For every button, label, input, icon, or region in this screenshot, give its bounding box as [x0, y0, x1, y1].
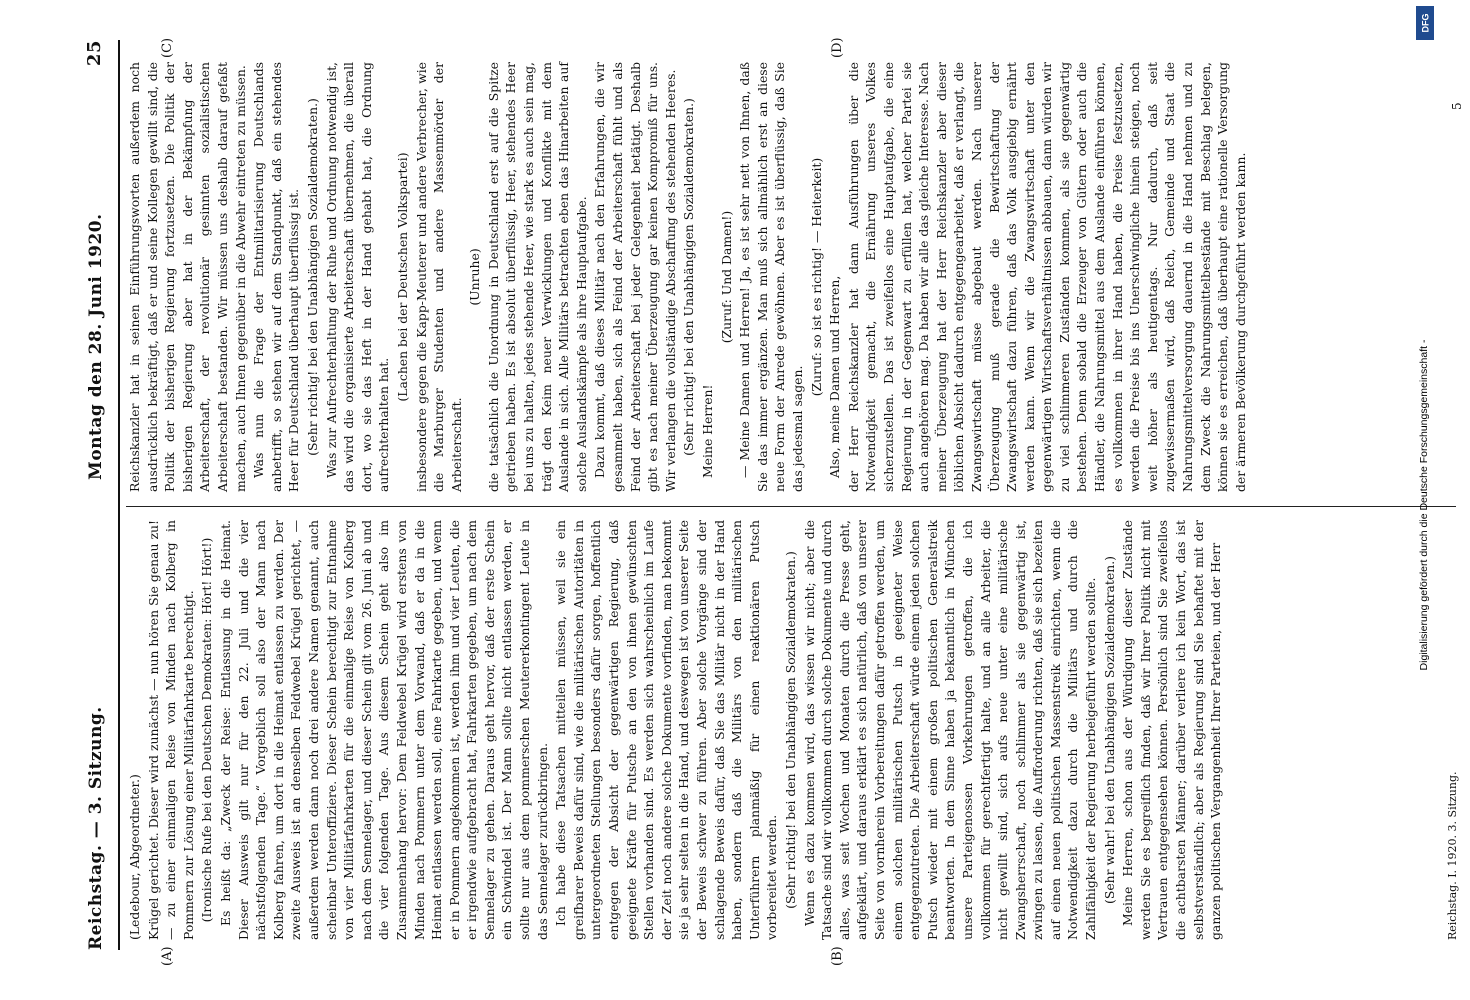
- column-right: [126, 62, 1250, 492]
- paragraph: Dazu kommt, daß dieses Militär nach den Erfahrungen, die wir gesammelt haben, sich als Feind der Arbeiterschaft fühlt und als Feind der Arbeiterschaft bei jeder Gelegenheit betätigt. Deshalb gibt es nach meiner Überzeugung gar keinen Kompromiß für uns. Wir verlangen die vollständige Abschaffung des stehenden Heeres.: [592, 62, 678, 492]
- interjection: (Ironische Rufe bei den Deutschen Demokraten: Hört! Hört!): [199, 537, 215, 923]
- page-footer: Reichstag. I. 1920. 3. Sitzung.: [1446, 771, 1459, 940]
- marker-c: (C): [160, 37, 175, 58]
- paragraph: Reichskanzler hat in seinen Einführungsworten außerdem noch ausdrücklich bekräftigt, daß er und seine Kollegen gewillt sind, die Politik der bisherigen Regierung fortzusetzen. Die Politik der bisherigen Regierung aber hat in der Bekämpfung der Arbeiterschaft, der revolutionär gesinnten sozialistischen Arbeiterschaft bestanden. Wir müssen uns deshalb darauf gefaßt machen, auch Ihnen gegenüber in die Abwehr eintreten zu müssen.: [127, 62, 248, 492]
- dfg-logo-text: DFG: [1420, 13, 1430, 33]
- paragraph: der Herr Reichskanzler hat dann Ausführungen über die Notwendigkeit gemacht, die Ernährung unseres Volkes sicherzustellen. Das ist zweifellos eine Hauptaufgabe, die eine Regierung in der Gegenwart zu erfüllen hat, welcher Partei sie auch angehören mag. Da haben wir alle das gleiche Interesse. Nach meiner Überzeugung hat der Herr Reichskanzler aber dieser löblichen Absicht dadurch entgegengearbeitet, daß er verlangt, die Zwangswirtschaft müsse abgebaut werden. Nach unserer Überzeugung muß gerade die Bewirtschaftung der Zwangswirtschaft dazu führen, daß das Volk ausgiebig ernährt werden kann. Wenn wir die Zwangswirtschaft unter den gegenwärtigen Wirtschaftsverhältnissen abbauen, dann würden wir zu viel schlimmeren Zuständen kommen, als sie gegenwärtig bestehen. Denn sobald die Erzeuger von Gütern oder auch die Händler, die Nahrungsmittel aus dem Auslande einführen können, es vollkommen in ihrer Hand haben, die Preise festzusetzen, werden die Preise bis ins Unerschwingliche hinein steigen, noch weit höher als heutigentags. Nur dadurch, daß seit zugewissermaßen wird, daß Reich, Gemeinde und Staat die Nahrungsmittelversorgung dauernd in die Hand nehmen und zu dem Zweck die Nahrungsmittelbestände mit Beschlag belegen, können sie es erreichen, daß überhaupt eine rationelle Versorgung der ärmeren Bevölkerung durchgeführt werden kann.: [845, 62, 1248, 492]
- interjection: (Sehr richtig! bei den Unabhängigen Sozialdemokraten.): [782, 551, 798, 909]
- column-left: [126, 520, 1226, 940]
- paragraph: Meine Herren, schon aus der Würdigung dieser Zustände werden Sie es begreiflich finden, daß wir Ihrer Politik nicht mit Vertrauen entgegensehen können. Persönlich sind Sie zweifellos die achtbarsten Männer; darüber verliere ich kein Wort, das ist selbstverständlich; aber als Regierung sind Sie behaftet mit der ganzen politischen Vergangenheit Ihrer Parteien, und der Herr: [1120, 520, 1224, 940]
- interjection: (Sehr wahr! bei den Unabhängigen Sozialdemokraten.): [1101, 556, 1117, 904]
- digitization-credit: Digitalisierung gefördert durch die Deutsche Forschungsgemeinschaft -: [1418, 339, 1430, 671]
- header-rule: [118, 40, 120, 950]
- paragraph: Also, meine Damen und Herren,: [827, 275, 843, 478]
- paragraph: Was nun die Frage der Entmilitarisierung Deutschlands anbetrifft, so stehen wir auf dem Standpunkt, daß ein stehendes Heer für Deutschland überhaupt überflüssig ist.: [251, 62, 302, 492]
- column-divider: [126, 506, 1456, 507]
- paragraph: (Ledebour, Abgeordneter.): [127, 774, 142, 940]
- signature-mark: 5: [1450, 102, 1464, 110]
- paragraph: insbesondere gegen die Kapp-Meuterer und andere Verbrecher, wie die Marburger Studenten und andere Massenmörder der Arbeiterschaft.: [413, 62, 464, 492]
- marker-a: (A): [160, 946, 175, 966]
- interjection: (Unruhe): [467, 248, 483, 306]
- header-date: Montag den 28. Juni 1920.: [86, 213, 106, 480]
- interjection: (Sehr richtig! bei den Unabhängigen Sozialdemokraten.): [681, 98, 697, 456]
- page-number: 25: [84, 40, 105, 67]
- paragraph: — Meine Damen und Herren! Ja, es ist sehr nett von Ihnen, daß Sie das immer ergänzen. Man muß sich allmählich erst an diese neue Form der Anrede gewöhnen. Aber es ist überflüssig, daß Sie das jedesmal sagen.: [737, 62, 805, 492]
- paragraph: Es heißt da: „Zweck der Reise: Entlassung in die Heimat. Dieser Ausweis gilt nur für den 22. Juli und die vier nächstfolgenden Tage.“ Vorgeblich soll also der Mann nach Kolberg fahren, um dort in die Heimat entlassen zu werden. Der zweite Ausweis ist an denselben Feldwebel Krügel gerichtet, — außerdem werden dann noch drei andere Namen genannt, auch scheinbar Unteroffiziere. Dieser Schein berechtigt zur Entnahme von vier Militärfahrkarten für die einmalige Reise von Kolberg nach dem Sennelager, und dieser Schein gilt vom 26. Juni ab und die vier folgenden Tage. Aus diesem Schein geht also im Zusammenhang hervor: Dem Feldwebel Krügel wird erstens von Minden nach Pommern unter dem Vorwand, daß er da in die Heimat entlassen werden soll, eine Fahrkarte gegeben, und wenn er in Pommern angekommen ist, werden ihm und vier Leuten, die er irgendwie aufgebracht hat, Fahrkarten gegeben, um nach dem Sennelager zu gehen. Daraus geht hervor, daß der erste Schein ein Schwindel ist. Der Mann sollte nicht entlassen werden, er sollte nur aus dem pommerschen Meutererkontingent Leute in das Sennelager zurückbringen.: [217, 520, 550, 940]
- paragraph: Ich habe diese Tatsachen mitteilen müssen, weil sie ein greifbarer Beweis dafür sind, wie die militärischen Autoritäten in untergeordneten Stellungen besonders dafür sorgen, hoffentlich entgegen der Absicht der gegenwärtigen Regierung, daß geeignete Kräfte für Putsche an den von ihnen gewünschten Stellen vorhanden sind. Es werden sich wahrscheinlich im Laufe der Zeit noch andere solche Dokumente vorfinden, man bekommt sie ja sehr selten in die Hand, und deswegen ist von unserer Seite der Beweis schwer zu führen. Aber solche Vorgänge sind der schlagende Beweis dafür, daß Sie das Militär nicht in der Hand haben, sondern daß die Militärs von den militärischen Unterführern planmäßig für einen reaktionären Putsch vorbereitet werden.: [553, 520, 780, 940]
- header-left: Reichstag. — 3. Sitzung.: [86, 706, 106, 950]
- interjection: (Zuruf: so ist es richtig! — Heiterkeit): [808, 157, 824, 397]
- paragraph: Meine Herren!: [700, 384, 715, 478]
- interjection: (Zuruf: Und Damen!): [718, 210, 734, 344]
- rotated-newspaper-page: [70, 30, 1470, 970]
- interjection: (Lachen bei der Deutschen Volkspartei): [394, 152, 410, 402]
- dfg-logo: [1416, 6, 1434, 40]
- marker-d: (D): [830, 37, 845, 58]
- paragraph: Was zur Aufrechterhaltung der Ruhe und Ordnung notwendig ist, das wird die organisierte Arbeiterschaft übernehmen, die überall dort, wo sie das Heft in der Hand gehabt hat, die Ordnung aufrechterhalten hat.: [323, 62, 392, 492]
- paragraph: Wenn es dazu kommen wird, das wissen wir nicht; aber die Tatsache sind wir vollkommen durch solche Dokumente und durch alles, was seit Wochen und Monaten durch die Presse geht, aufgeklärt, und daraus erklärt es sich natürlich, daß von unserer Seite von vornherein Vorbereitungen dafür getroffen werden, um einem solchen militärischen Putsch in geeigneter Weise entgegenzutreten. Die Arbeiterschaft würde einem jeden solchen Putsch wieder mit einem großen politischen Generalstreik beantworten. In dem Sinne haben ja bekanntlich in München unsere Parteigenossen Vorkehrungen getroffen, die ich vollkommen für gerechtfertigt halte, und an alle Arbeiter, die nicht gewillt sind, sich aufs neue unter eine militärische Zwangsherrschaft, noch schlimmer als sie gegenwärtig ist, zwingen zu lassen, die Aufforderung richten, daß sie sich bezeiten auf einen neuen politischen Massenstreik einrichten, wenn die Notwendigkeit dazu durch die Militärs und durch die Zahlfähigkeit der Regierung herbeigeführt werden sollte.: [801, 520, 1099, 940]
- paragraph: die tatsächlich die Unordnung in Deutschland erst auf die Spitze getrieben haben. Es ist absolut überflüssig, Heer, stehendes Heer bei uns zu halten, jedes stehende Heer, wie stark es auch sein mag, trägt den Keim neuer Verwicklungen und Konflikte mit dem Auslande in sich. Alle Militärs betrachten eben das Hinarbeiten auf solche Auslandskämpfe als ihre Hauptaufgabe.: [485, 62, 589, 492]
- paragraph: Krügel gerichtet. Dieser wird zunächst — nun hören Sie genau zu! — zu einer einmaligen Reise von Minden nach Kolberg in Pommern zur Lösung einer Militärfahrkarte berechtigt.: [145, 520, 196, 940]
- page-header: [80, 40, 116, 950]
- interjection: (Sehr richtig! bei den Unabhängigen Sozialdemokraten.): [304, 98, 320, 456]
- marker-b: (B): [830, 946, 845, 966]
